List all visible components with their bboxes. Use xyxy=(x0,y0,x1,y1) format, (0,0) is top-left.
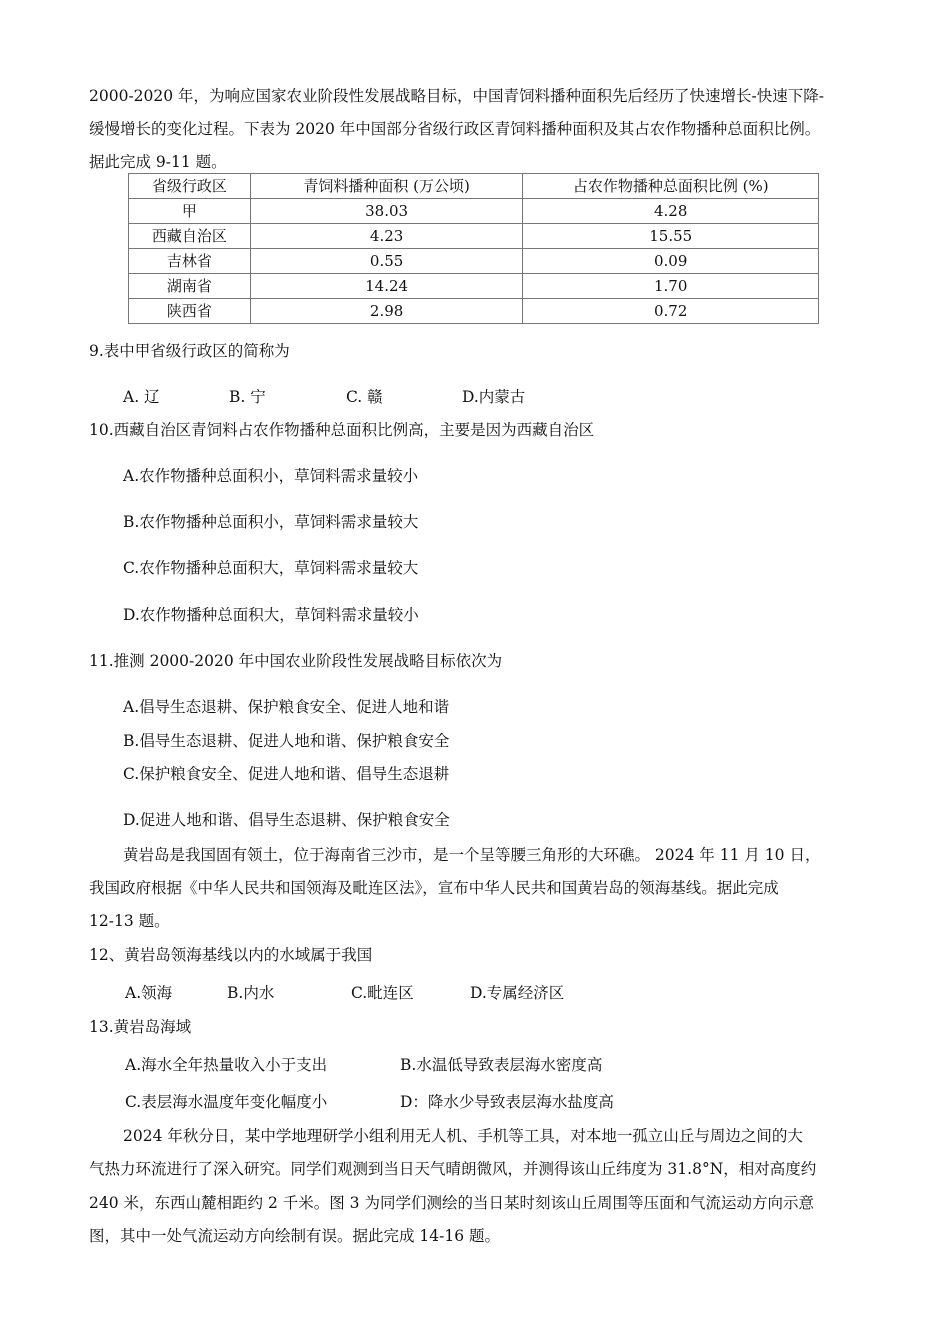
table-cell: 4.28 xyxy=(523,199,819,224)
question-9-stem: 9.表中甲省级行政区的简称为 xyxy=(89,342,290,360)
table-row xyxy=(129,249,819,274)
intro-2-line-1: 黄岩岛是我国固有领土，位于海南省三沙市，是一个呈等腰三角形的大环礁。 2024 年 11 月 10 日， xyxy=(123,846,821,864)
question-11-option-a[interactable]: A.倡导生态退耕、保护粮食安全、促进人地和谐 xyxy=(123,698,450,716)
table-row xyxy=(129,224,819,249)
question-11-option-b[interactable]: B.倡导生态退耕、促进人地和谐、保护粮食安全 xyxy=(123,732,450,750)
forage-area-table xyxy=(128,173,819,324)
table-header-cell: 占农作物播种总面积比例 (%) xyxy=(523,174,819,199)
question-13-option-b[interactable]: B.水温低导致表层海水密度高 xyxy=(400,1056,603,1074)
question-13-option-d[interactable]: D：降水少导致表层海水盐度高 xyxy=(400,1093,614,1111)
question-13-option-c[interactable]: C.表层海水温度年变化幅度小 xyxy=(125,1093,328,1111)
question-9-option-b[interactable]: B. 宁 xyxy=(229,388,266,406)
table-cell: 4.23 xyxy=(250,224,523,249)
question-10-stem: 10.西藏自治区青饲料占农作物播种总面积比例高，主要是因为西藏自治区 xyxy=(89,421,595,439)
question-10-option-c[interactable]: C.农作物播种总面积大，草饲料需求量较大 xyxy=(123,559,419,577)
question-10-option-d[interactable]: D.农作物播种总面积大，草饲料需求量较小 xyxy=(123,606,419,624)
table-cell: 湖南省 xyxy=(129,274,251,299)
question-10-option-a[interactable]: A.农作物播种总面积小，草饲料需求量较小 xyxy=(123,467,419,485)
question-10-option-b[interactable]: B.农作物播种总面积小，草饲料需求量较大 xyxy=(123,513,419,531)
question-9-option-a[interactable]: A. 辽 xyxy=(123,388,160,406)
table-cell: 0.72 xyxy=(523,299,819,324)
table-row xyxy=(129,199,819,224)
table-cell: 14.24 xyxy=(250,274,523,299)
intro-1-line-1: 2000-2020 年，为响应国家农业阶段性发展战略目标，中国青饲料播种面积先后经历了快速增长-快速下降- xyxy=(89,87,825,105)
question-13-stem: 13.黄岩岛海域 xyxy=(89,1018,192,1036)
question-11-option-c[interactable]: C.保护粮食安全、促进人地和谐、倡导生态退耕 xyxy=(123,765,450,783)
question-12-option-b[interactable]: B.内水 xyxy=(227,984,275,1002)
table-cell: 甲 xyxy=(129,199,251,224)
intro-1-line-2: 缓慢增长的变化过程。下表为 2020 年中国部分省级行政区青饲料播种面积及其占农作物播种总面积比例。 xyxy=(89,120,821,138)
intro-2-line-3: 12-13 题。 xyxy=(89,912,170,930)
table-cell: 1.70 xyxy=(523,274,819,299)
table-row xyxy=(129,299,819,324)
table-cell: 2.98 xyxy=(250,299,523,324)
table-header-cell: 青饲料播种面积 (万公顷) xyxy=(250,174,523,199)
question-12-option-d[interactable]: D.专属经济区 xyxy=(470,984,565,1002)
intro-3-line-2: 气热力环流进行了深入研究。同学们观测到当日天气晴朗微风，并测得该山丘纬度为 31.8°N，相对高度约 xyxy=(89,1160,817,1178)
table-cell: 15.55 xyxy=(523,224,819,249)
intro-3-line-4: 图，其中一处气流运动方向绘制有误。据此完成 14-16 题。 xyxy=(89,1227,501,1245)
table-row xyxy=(129,274,819,299)
table-cell: 0.55 xyxy=(250,249,523,274)
question-12-option-a[interactable]: A.领海 xyxy=(125,984,173,1002)
table-cell: 38.03 xyxy=(250,199,523,224)
table-cell: 吉林省 xyxy=(129,249,251,274)
table-cell: 陕西省 xyxy=(129,299,251,324)
intro-3-line-3: 240 米，东西山麓相距约 2 千米。图 3 为同学们测绘的当日某时刻该山丘周围等压面和气流运动方向示意 xyxy=(89,1194,814,1212)
question-9-option-d[interactable]: D.内蒙古 xyxy=(462,388,526,406)
question-9-option-c[interactable]: C. 赣 xyxy=(346,388,383,406)
question-12-stem: 12、黄岩岛领海基线以内的水域属于我国 xyxy=(89,946,373,964)
table-header-row xyxy=(129,174,819,199)
intro-3-line-1: 2024 年秋分日，某中学地理研学小组利用无人机、手机等工具，对本地一孤立山丘与周边之间的大 xyxy=(123,1127,803,1145)
table-cell: 0.09 xyxy=(523,249,819,274)
intro-2-line-2: 我国政府根据《中华人民共和国领海及毗连区法》，宣布中华人民共和国黄岩岛的领海基线。据此完成 xyxy=(89,879,779,897)
table-header-cell: 省级行政区 xyxy=(129,174,251,199)
question-13-option-a[interactable]: A.海水全年热量收入小于支出 xyxy=(125,1056,328,1074)
question-11-stem: 11.推测 2000-2020 年中国农业阶段性发展战略目标依次为 xyxy=(89,652,503,670)
question-12-option-c[interactable]: C.毗连区 xyxy=(351,984,414,1002)
table-cell: 西藏自治区 xyxy=(129,224,251,249)
intro-1-line-3: 据此完成 9-11 题。 xyxy=(89,153,227,171)
question-11-option-d[interactable]: D.促进人地和谐、倡导生态退耕、保护粮食安全 xyxy=(123,811,450,829)
